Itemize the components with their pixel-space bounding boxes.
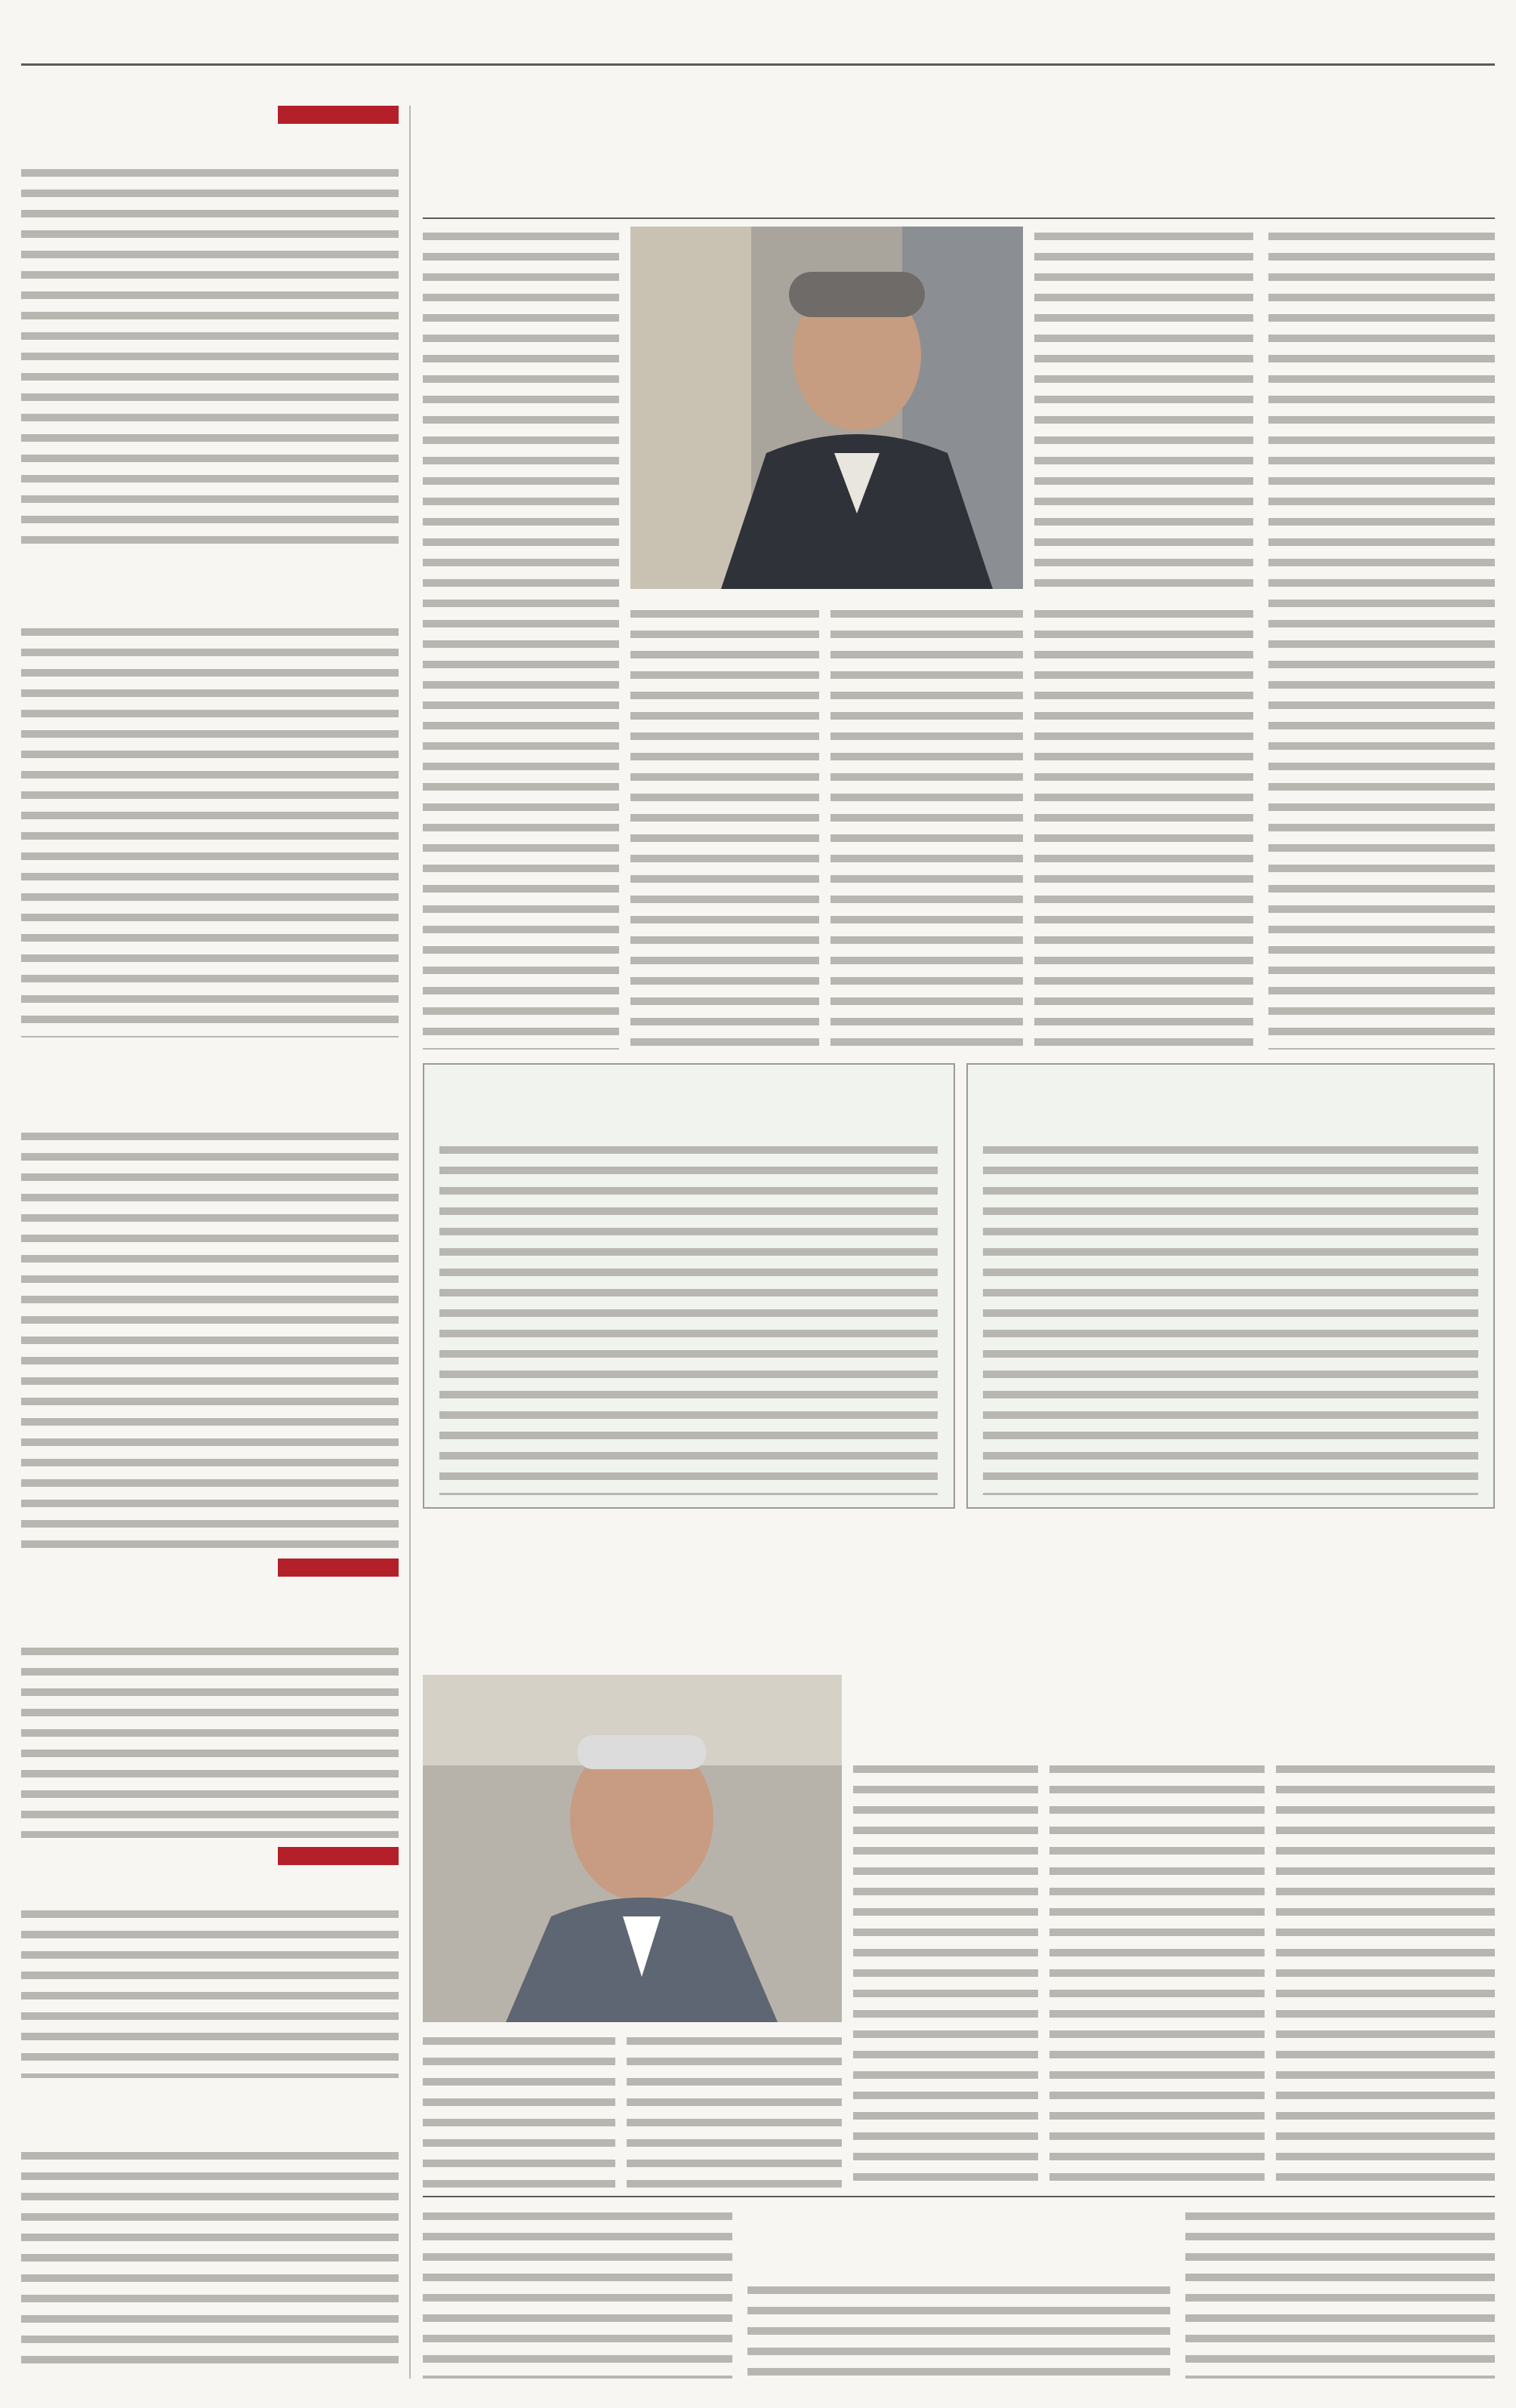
box-byline bbox=[983, 1075, 1481, 1096]
sidebar-article-body bbox=[21, 1127, 399, 1549]
sidebar-headline bbox=[21, 1583, 399, 1636]
sidebar-headline bbox=[21, 131, 399, 159]
sidebar-headline bbox=[21, 2087, 399, 2140]
section-label bbox=[75, 17, 181, 50]
sidebar-article-body bbox=[21, 2146, 399, 2373]
lead-photo bbox=[630, 227, 1023, 589]
lead-article-body bbox=[423, 227, 619, 1050]
lead-article-body bbox=[630, 604, 819, 1050]
sidebar-tag bbox=[278, 1559, 399, 1577]
box-article-body bbox=[439, 1140, 938, 1495]
story3-headline bbox=[747, 2232, 1170, 2274]
box-headline bbox=[983, 1099, 1481, 1130]
lead-article-body bbox=[1034, 227, 1253, 589]
masthead-rule bbox=[21, 63, 1495, 66]
sidebar-article-body bbox=[21, 1642, 399, 1838]
story3-article-body bbox=[423, 2206, 732, 2379]
lead-supertitle bbox=[423, 112, 1495, 145]
issue-date-line bbox=[655, 26, 1335, 48]
box-headline bbox=[439, 1099, 941, 1130]
sidebar-column bbox=[21, 106, 399, 2379]
lead-article-body bbox=[1034, 604, 1253, 1050]
story2-article-body bbox=[1049, 1759, 1265, 2190]
lead-rule bbox=[423, 217, 1495, 219]
box-article-body bbox=[983, 1140, 1478, 1495]
story2-article-body bbox=[853, 1759, 1038, 2190]
sidebar-article-body bbox=[21, 622, 399, 1038]
sidebar-tag bbox=[278, 106, 399, 124]
box-byline bbox=[439, 1075, 941, 1096]
story2-article-body bbox=[627, 2031, 842, 2190]
sidebar-headline bbox=[21, 1871, 399, 1898]
masthead bbox=[0, 0, 1516, 63]
story3-byline bbox=[747, 2206, 1170, 2229]
opinion-box-left bbox=[423, 1063, 955, 1509]
opinion-box-right bbox=[966, 1063, 1495, 1509]
sidebar-headline bbox=[21, 1045, 399, 1121]
story2-article-body bbox=[423, 2031, 615, 2190]
sidebar-headline bbox=[21, 563, 399, 616]
story2-photo bbox=[423, 1675, 842, 2022]
portrait-image bbox=[630, 227, 1023, 589]
story2-headline bbox=[853, 1705, 1495, 1747]
story3-article-body bbox=[747, 2280, 1170, 2379]
newspaper-logo bbox=[1342, 15, 1493, 51]
lead-headline bbox=[423, 148, 1495, 211]
portrait-image bbox=[423, 1675, 842, 2022]
lead-article-body bbox=[830, 604, 1023, 1050]
story2-supertitle bbox=[853, 1675, 1495, 1700]
lead-article-body bbox=[1268, 227, 1495, 1050]
story2-article-body bbox=[1276, 1759, 1495, 2190]
sidebar-article-body bbox=[21, 163, 399, 556]
sidebar-divider bbox=[409, 106, 411, 2379]
sidebar-article-body bbox=[21, 1904, 399, 2078]
sidebar-tag bbox=[278, 1847, 399, 1865]
story3-article-body bbox=[1185, 2206, 1495, 2379]
story-divider bbox=[423, 2196, 1495, 2197]
page-number bbox=[23, 17, 68, 50]
